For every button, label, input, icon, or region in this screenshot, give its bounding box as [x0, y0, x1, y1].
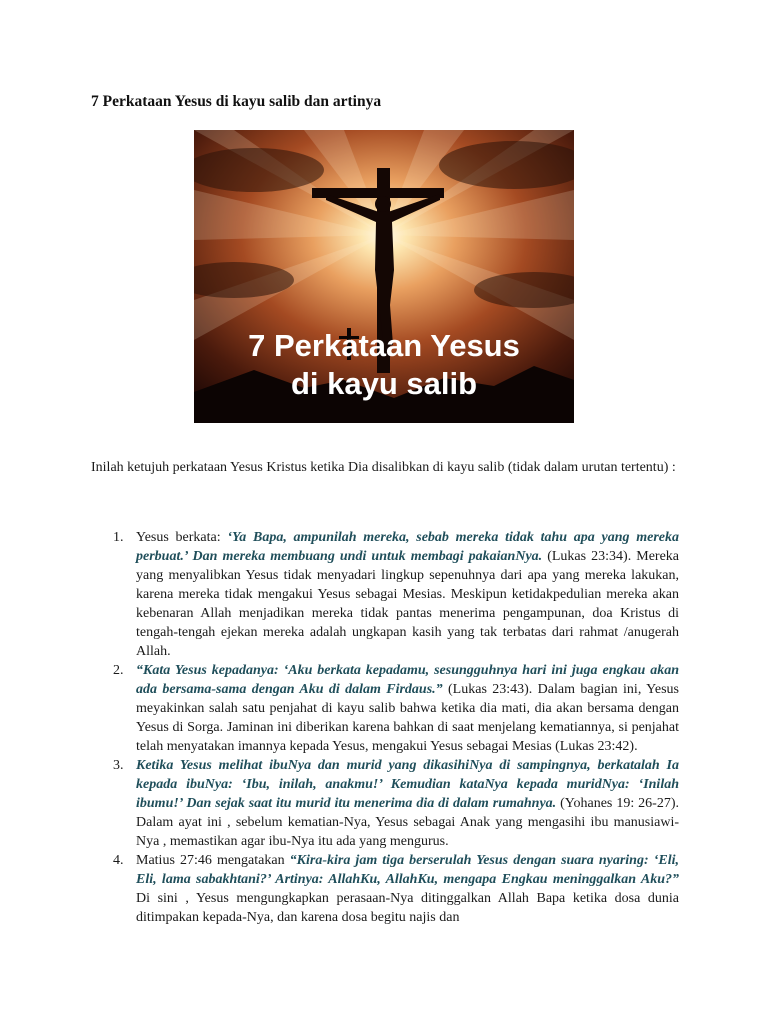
list-item	[91, 528, 679, 661]
cross-illustration	[194, 130, 574, 423]
image-caption-line2: di kayu salib	[290, 366, 478, 401]
list-number: 2.	[113, 663, 124, 678]
item-body: (Yohanes 19: 26-27). Dalam ayat ini , sebelum kematian-Nya, Yesus sebagai Anak yang mengasihi ibu manusiawi-Nya , memastikan agar ibu-Nya itu ada yang mengurus.	[136, 796, 679, 849]
item-body: (Lukas 23:43). Dalam bagian ini, Yesus meyakinkan salah satu penjahat di kayu salib bahwa ketika dia mati, dia akan bersama dengan Yesus di Sorga. Jaminan ini diberikan karena bahkan di saat menjelang kematiannya, si penjahat telah menyatakan imannya kepada Yesus, mengakui Yesus sebagai Mesias (Lukas 23:42).	[136, 682, 679, 754]
intro-paragraph: Inilah ketujuh perkataan Yesus Kristus ketika Dia disalibkan di kayu salib (tidak dalam urutan tertentu) :	[91, 460, 676, 475]
item-quote: “Kata Yesus kepadanya: ‘Aku berkata kepadamu, sesungguhnya hari ini juga engkau akan ada bersama-sama dengan Aku di dalam Firdaus.”	[136, 663, 679, 697]
list-number: 3.	[113, 758, 124, 773]
item-quote: ‘Ya Bapa, ampunilah mereka, sebab mereka tidak tahu apa yang mereka perbuat.’ Dan mereka membuang undi untuk membagi pakaianNya.	[136, 530, 679, 564]
item-quote: “Kira-kira jam tiga berserulah Yesus dengan suara nyaring: ‘Eli, Eli, lama sabakhtani?’ Artinya: AllahKu, AllahKu, mengapa Engkau meninggalkan Aku?”	[136, 853, 679, 887]
list-item	[91, 756, 679, 851]
list-number: 4.	[113, 853, 124, 868]
item-lead: Yesus berkata:	[136, 530, 228, 545]
list-item	[91, 851, 679, 927]
list-number: 1.	[113, 530, 124, 545]
item-body: (Lukas 23:34). Mereka yang menyalibkan Yesus tidak menyadari lingkup sepenuhnya dari apa yang mereka lakukan, karena mereka tidak mengakui Yesus sebagai Mesias. Meskipun ketidakpedulian mereka akan kebenaran Allah menjadikan mereka tidak pantas menerima pengampunan, doa Kristus di tengah-tengah ejekan mereka adalah ungkapan kasih yang tak terbatas dari rahmat /anugerah Allah.	[136, 549, 679, 659]
sayings-list	[91, 528, 679, 927]
list-item	[91, 661, 679, 756]
document-title: 7 Perkataan Yesus di kayu salib dan artinya	[91, 93, 382, 110]
image-caption-line1: 7 Perkataan Yesus	[248, 328, 520, 363]
item-quote: Ketika Yesus melihat ibuNya dan murid yang dikasihiNya di sampingnya, berkatalah Ia kepada ibuNya: ‘Ibu, inilah, anakmu!’ Kemudian kataNya kepada muridNya: ‘Inilah ibumu!’ Dan sejak saat itu murid itu menerima dia di dalam rumahnya.	[136, 758, 679, 811]
item-body: Di sini , Yesus mengungkapkan perasaan-Nya ditinggalkan Allah Bapa ketika dosa dunia ditimpakan kepada-Nya, dan karena dosa begitu najis dan	[136, 891, 679, 925]
item-lead: Matius 27:46 mengatakan	[136, 853, 290, 868]
